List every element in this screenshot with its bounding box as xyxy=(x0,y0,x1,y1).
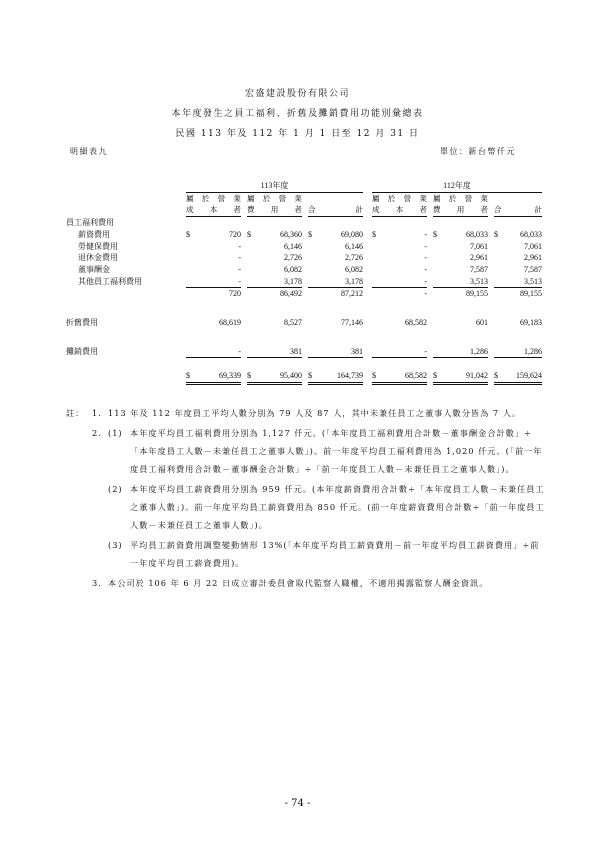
table-row xyxy=(66,276,542,288)
cell-value: - xyxy=(186,276,241,288)
report-title: 本年度發生之員工福利、折舊及攤銷費用功能別彙總表 xyxy=(171,109,424,119)
cell-value: 381 xyxy=(308,346,363,358)
currency-sign: $ xyxy=(372,229,376,239)
cell-value: 68,619 xyxy=(219,318,241,328)
cell-value: 7,061 xyxy=(470,241,488,251)
cell-value: 6,082 xyxy=(345,264,363,274)
cost-head-bottom: 成本者 xyxy=(186,204,241,216)
cell-value: 6,146 xyxy=(284,241,302,251)
note-3 xyxy=(66,574,546,592)
currency-sign: $ xyxy=(308,371,312,381)
page-number: - 74 - xyxy=(284,798,311,809)
cell-value: - xyxy=(372,276,427,288)
total-head: 合計 xyxy=(494,204,542,216)
cost-head-top: 屬於營業 xyxy=(372,193,427,203)
sub-note-number: (2) xyxy=(108,484,123,494)
table-row xyxy=(66,264,542,276)
year-112-heading: 112年度 xyxy=(372,180,542,192)
cell-value: - xyxy=(238,241,241,251)
cell-value: 68,033 xyxy=(466,229,488,239)
col-head-row-1 xyxy=(66,192,542,204)
cell-value: - xyxy=(424,253,427,263)
grand-total-row xyxy=(66,370,542,383)
cell-value: - xyxy=(424,229,427,239)
cell-value: 164,739 xyxy=(337,371,363,381)
schedule-label: 明細表九 xyxy=(70,147,108,156)
cell-value: 91,042 xyxy=(466,371,488,381)
expense-table xyxy=(66,180,542,385)
notes-section xyxy=(66,404,546,592)
subtotal-row xyxy=(66,288,542,300)
col-head-row-2 xyxy=(66,204,542,216)
cell-value: 68,360 xyxy=(280,229,302,239)
cell-value: 2,726 xyxy=(284,253,302,263)
cell-value: 2,961 xyxy=(470,253,488,263)
currency-sign: $ xyxy=(494,371,498,381)
note-number: 3. xyxy=(92,578,102,588)
note-number: 2. xyxy=(92,428,102,438)
cell-value: 87,212 xyxy=(341,289,363,299)
cell-value: 89,155 xyxy=(520,289,542,299)
cell-value: 7,587 xyxy=(470,264,488,274)
cell-value: - xyxy=(424,264,427,274)
cell-value: 7,061 xyxy=(524,241,542,251)
cell-value: 1,286 xyxy=(494,346,542,358)
table-row xyxy=(66,252,542,264)
year-113-heading: 113年度 xyxy=(186,180,363,192)
cell-value: 720 xyxy=(229,229,241,239)
unit-label: 單位：新台幣仟元 xyxy=(440,147,516,156)
row-label: 其他員工福利費用 xyxy=(78,276,142,286)
cell-value: 8,527 xyxy=(284,318,302,328)
cell-value: 69,183 xyxy=(520,318,542,328)
currency-sign: $ xyxy=(247,229,251,239)
cell-value: 69,339 xyxy=(219,371,241,381)
sub-note-number: (1) xyxy=(108,428,123,438)
cell-value: 3,513 xyxy=(433,276,488,288)
currency-sign: $ xyxy=(433,229,437,239)
note-2-2 xyxy=(66,480,546,534)
exp-head-top: 屬於營業 xyxy=(247,193,302,203)
cell-value: 159,624 xyxy=(516,371,542,381)
note-text: 113 年及 112 年度員工平均人數分別為 79 人及 87 人，其中未兼任員工之董事人數分皆為 7 人。 xyxy=(108,408,522,418)
note-text: 本年度平均員工薪資費用分別為 959 仟元。(本年度薪資費用合計數÷「本年度員工人數－未兼任員工之董事人數」)。前一年度平均員工薪資費用為 850 仟元。(前一年度薪資費用合計數÷「前一年度員工人數－未兼任員工之董事人數」)。 xyxy=(130,484,545,530)
cell-value: 77,146 xyxy=(341,318,363,328)
exp-head-top: 屬於營業 xyxy=(433,193,488,203)
table-row xyxy=(66,229,542,241)
notes-label: 註： xyxy=(66,408,85,418)
row-label: 員工福利費用 xyxy=(66,217,114,227)
note-text: 本年度平均員工福利費用分別為 1,127 仟元。(「本年度員工福利費用合計數－董事酬金合計數」÷「本年度員工人數－未兼任員工之董事人數」)。前一年度平均員工福利費用為 1,020 仟元。(「前一年度員工福利費用合計數－董事酬金合計數」÷「前一年度員工人數－未兼任員工之董事人數」)。 xyxy=(130,428,543,474)
sub-note-number: (3) xyxy=(108,540,123,550)
exp-head-bottom: 費用者 xyxy=(433,204,488,216)
cell-value: 3,178 xyxy=(308,276,363,288)
row-label: 勞健保費用 xyxy=(78,241,118,251)
cell-value: 7,587 xyxy=(524,264,542,274)
cell-value: - xyxy=(186,346,241,358)
cell-value: 2,726 xyxy=(345,253,363,263)
cell-value: 2,961 xyxy=(524,253,542,263)
currency-sign: $ xyxy=(247,371,251,381)
cell-value: - xyxy=(424,289,427,299)
cost-head-top: 屬於營業 xyxy=(186,193,241,203)
note-2 xyxy=(66,424,546,478)
cell-value: 86,492 xyxy=(280,289,302,299)
cell-value: 89,155 xyxy=(466,289,488,299)
note-1 xyxy=(66,404,546,422)
cell-value: - xyxy=(238,253,241,263)
cell-value: 3,513 xyxy=(494,276,542,288)
cell-value: 95,400 xyxy=(280,371,302,381)
note-text: 平均員工薪資費用調整變動情形 13%(「本年度平均員工薪資費用－前一年度平均員工薪資費用」÷前一年度平均員工薪資費用)。 xyxy=(130,540,540,568)
cell-value: 381 xyxy=(247,346,302,358)
cell-value: 69,080 xyxy=(341,229,363,239)
cell-value: - xyxy=(372,346,427,358)
note-text: 本公司於 106 年 6 月 22 日成立審計委員會取代監察人職權，不適用揭露監察人酬金資訊。 xyxy=(108,578,489,588)
table-row xyxy=(66,346,542,358)
cell-value: 1,286 xyxy=(433,346,488,358)
table-row xyxy=(66,241,542,253)
cell-value: 601 xyxy=(476,318,488,328)
total-head: 合計 xyxy=(308,204,363,216)
row-label: 攤銷費用 xyxy=(66,346,98,356)
cell-value: 68,582 xyxy=(405,371,427,381)
currency-sign: $ xyxy=(494,229,498,239)
cell-value: 720 xyxy=(229,289,241,299)
currency-sign: $ xyxy=(433,371,437,381)
report-period: 民國 113 年及 112 年 1 月 1 日至 12 月 31 日 xyxy=(175,129,420,139)
row-label: 董事酬金 xyxy=(78,264,110,274)
cell-value: 6,082 xyxy=(284,264,302,274)
cell-value: 6,146 xyxy=(345,241,363,251)
cell-value: 68,582 xyxy=(405,318,427,328)
exp-head-bottom: 費用者 xyxy=(247,204,302,216)
currency-sign: $ xyxy=(372,371,376,381)
note-2-3 xyxy=(66,536,546,572)
row-label: 折舊費用 xyxy=(66,318,98,328)
note-number: 1. xyxy=(92,408,102,418)
cost-head-bottom: 成本者 xyxy=(372,204,427,216)
currency-sign: $ xyxy=(186,371,190,381)
cell-value: 3,178 xyxy=(247,276,302,288)
cell-value: - xyxy=(424,241,427,251)
cell-value: - xyxy=(238,264,241,274)
table-row xyxy=(66,317,542,329)
currency-sign: $ xyxy=(308,229,312,239)
employee-benefits-title-row xyxy=(66,217,542,229)
cell-value: 68,033 xyxy=(520,229,542,239)
row-label: 薪資費用 xyxy=(78,229,110,239)
company-name: 宏盛建設股份有限公司 xyxy=(244,89,350,99)
row-label: 退休金費用 xyxy=(78,253,118,263)
year-header-row xyxy=(66,180,542,192)
currency-sign: $ xyxy=(186,229,190,239)
